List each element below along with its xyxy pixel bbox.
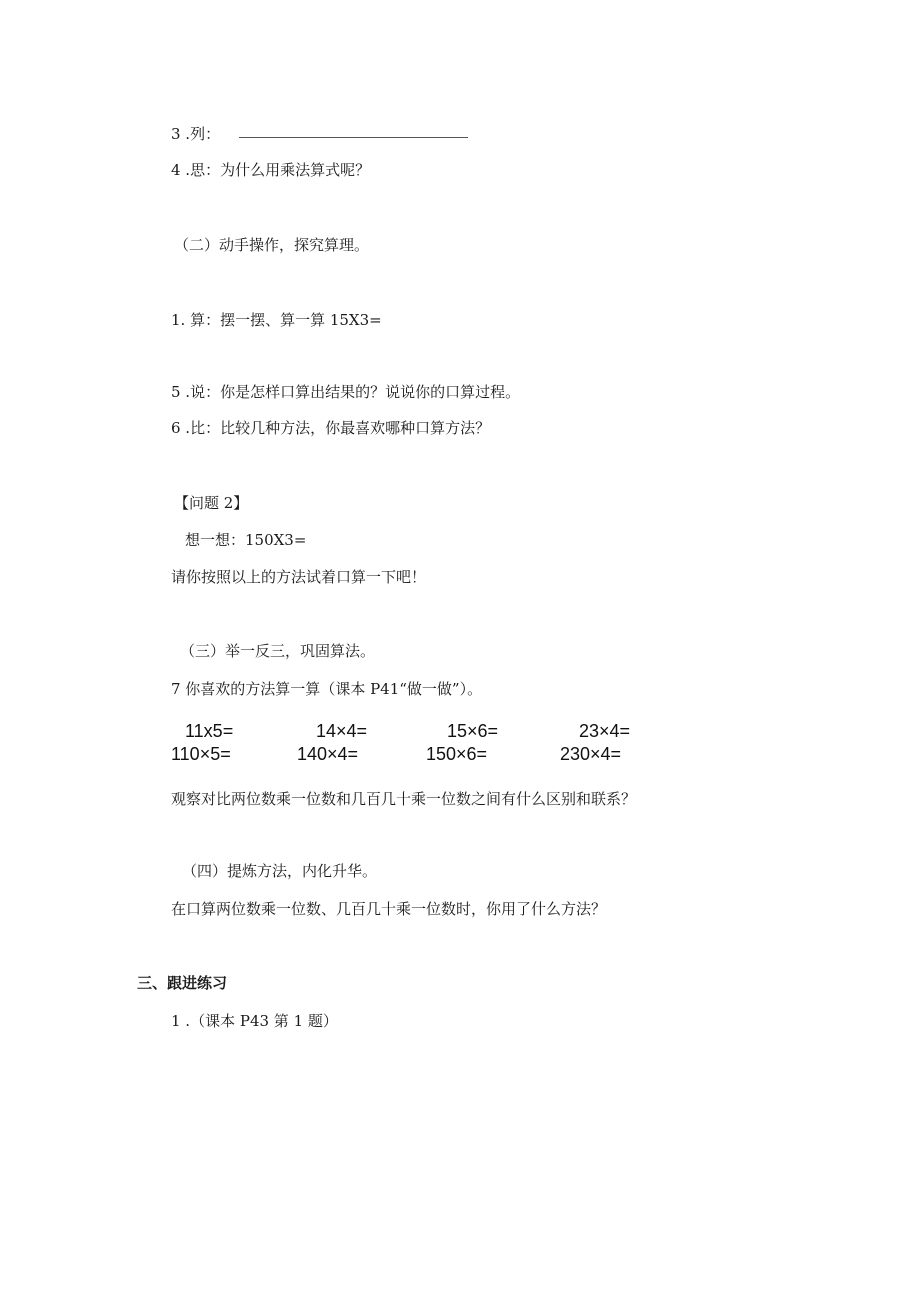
section-2-title: （二）动手操作，探究算理。 (174, 236, 370, 254)
exercise-row2-item1: 110×5= (171, 744, 231, 764)
section-4-title: （四）提炼方法，内化升华。 (182, 862, 378, 880)
question-2-think: 想一想：150X3= (185, 531, 307, 549)
exercise-row1-item1: 11x5= (185, 721, 234, 741)
step-4-think: 4 .思：为什么用乘法算式呢？ (171, 161, 371, 179)
step-6-compare: 6 .比：比较几种方法，你最喜欢哪种口算方法？ (171, 419, 491, 437)
exercise-row1-item4: 23×4= (579, 721, 631, 741)
observe-question: 观察对比两位数乘一位数和几百几十乘一位数之间有什么区别和联系？ (171, 790, 637, 808)
section-4-question: 在口算两位数乘一位数、几百几十乘一位数时，你用了什么方法？ (171, 900, 607, 918)
step-3-list: 3 .列： (171, 125, 221, 143)
exercise-row1-item3: 15×6= (447, 721, 499, 741)
exercise-row2-item3: 150×6= (426, 744, 488, 764)
step-5-explain: 5 .说：你是怎样口算出结果的？说说你的口算过程。 (171, 383, 521, 401)
exercise-row2-item2: 140×4= (297, 744, 359, 764)
part-3-item-1: 1 .（课本 P43 第 1 题） (171, 1012, 338, 1030)
calc-step-1: 1. 算：摆一摆、算一算 15X3= (171, 311, 382, 329)
step-7-practice: 7 你喜欢的方法算一算（课本 P41“做一做”）。 (171, 680, 483, 698)
section-3-title: （三）举一反三，巩固算法。 (180, 642, 376, 660)
exercise-row2-item4: 230×4= (560, 744, 622, 764)
part-3-heading: 三、跟进练习 (137, 974, 228, 992)
question-2-title: 【问题 2】 (174, 494, 249, 512)
answer-blank-line[interactable] (239, 137, 468, 138)
question-2-prompt: 请你按照以上的方法试着口算一下吧！ (171, 568, 427, 586)
exercise-row1-item2: 14×4= (316, 721, 368, 741)
